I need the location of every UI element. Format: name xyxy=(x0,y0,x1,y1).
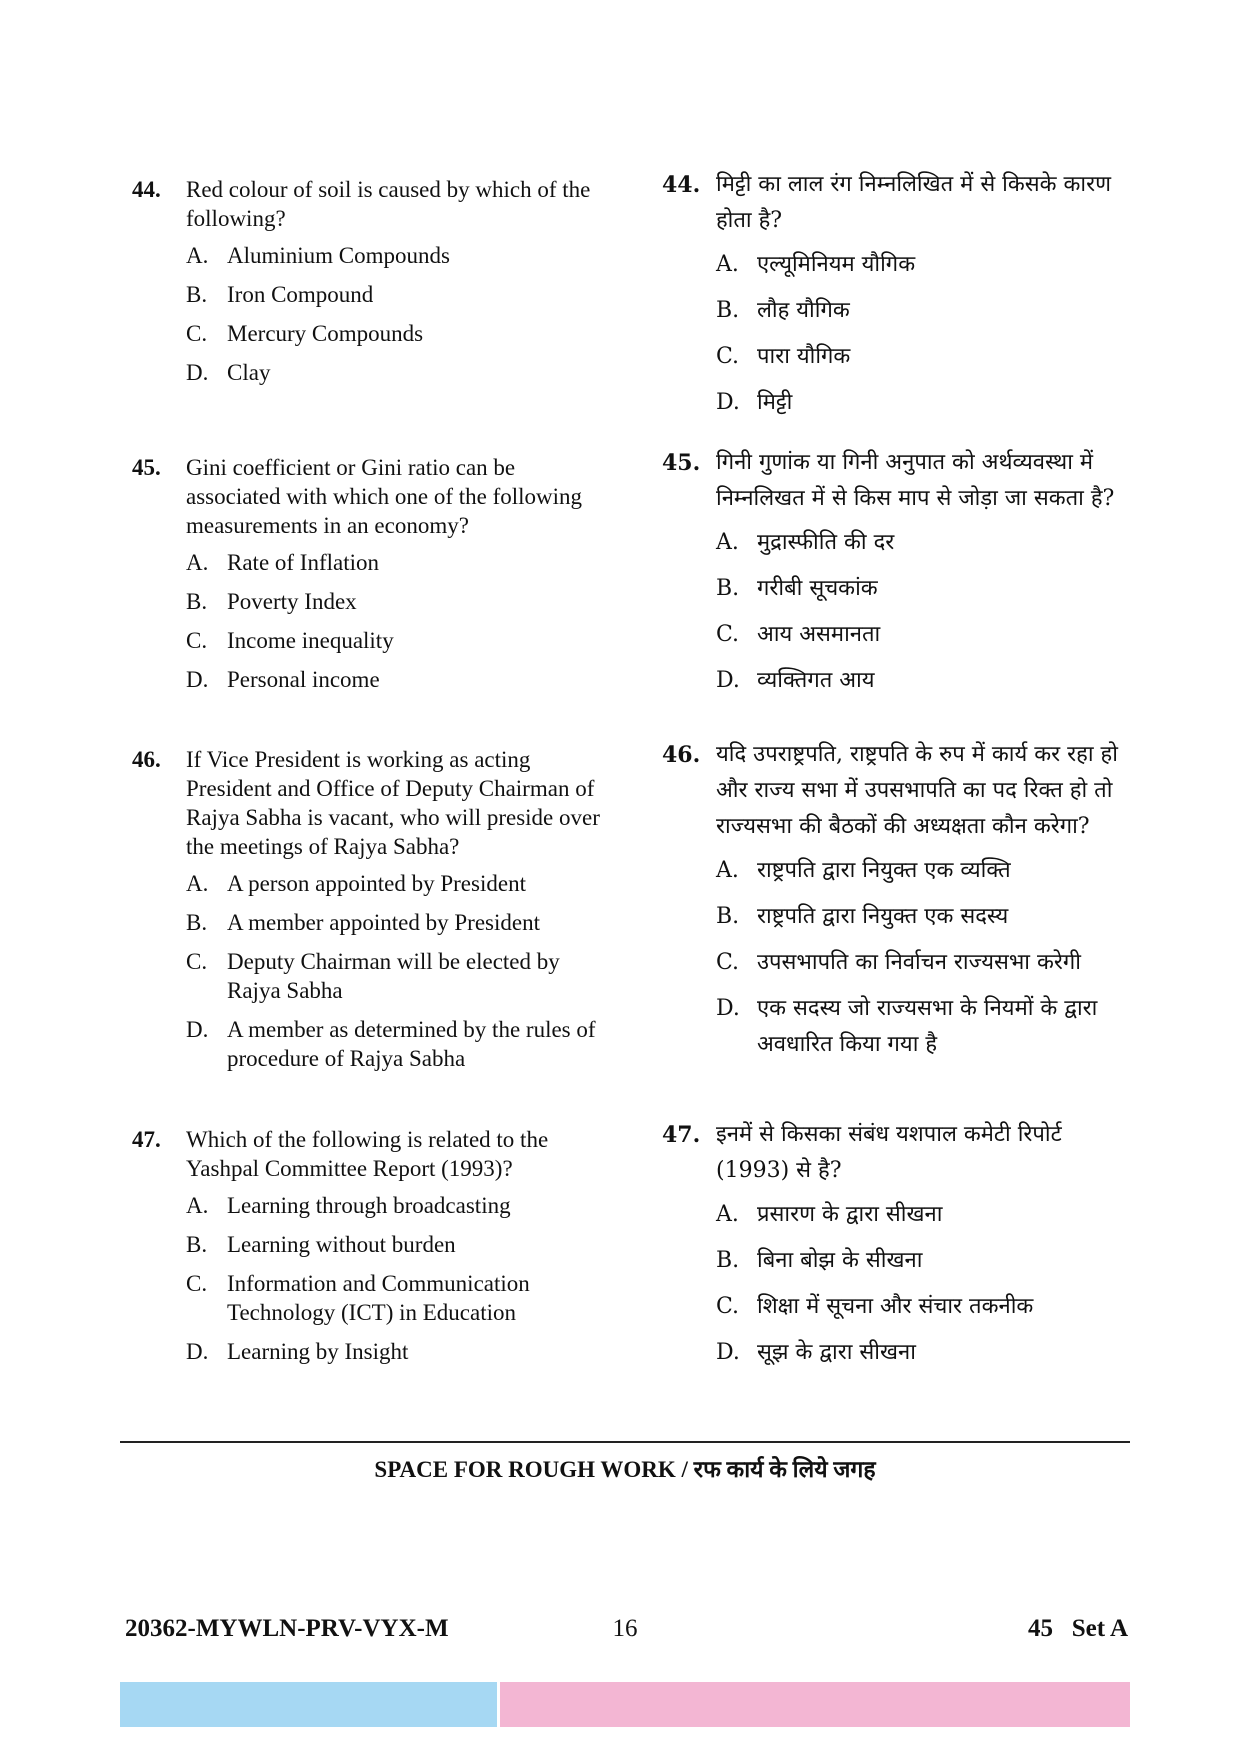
option-d xyxy=(716,663,1132,699)
option-c xyxy=(186,319,612,348)
question-text: Which of the following is related to the Yashpal Committee Report (1993)? xyxy=(186,1127,549,1181)
question-46-en xyxy=(132,745,612,1083)
option-text: एल्यूमिनियम यौगिक xyxy=(757,252,916,277)
option-a xyxy=(716,525,1132,561)
option-text: Income inequality xyxy=(227,628,394,653)
option-a xyxy=(186,241,612,270)
question-number: 45. xyxy=(662,450,701,476)
footer-blue-bar xyxy=(120,1682,497,1727)
option-letter: B. xyxy=(186,910,208,935)
options-list xyxy=(716,525,1132,699)
option-text: A member as determined by the rules of procedure of Rajya Sabha xyxy=(227,1017,596,1071)
option-c xyxy=(716,617,1132,653)
option-letter: B. xyxy=(186,589,208,614)
option-letter: C. xyxy=(186,628,208,653)
page-number: 16 xyxy=(612,1615,638,1642)
option-text: Deputy Chairman will be elected by Rajya Sabha xyxy=(227,949,560,1003)
option-letter: C. xyxy=(186,949,208,974)
option-text: लौह यौगिक xyxy=(757,298,850,323)
question-text: इनमें से किसका संबंध यशपाल कमेटी रिपोर्ट (1993) से है? xyxy=(716,1122,1062,1183)
option-text: मिट्टी xyxy=(757,390,793,415)
set-label: 45 Set A xyxy=(1028,1615,1128,1642)
options-list xyxy=(186,869,612,1073)
question-text: If Vice President is working as acting President and Office of Deputy Chairman of Rajya Sabha is vacant, who will preside over the meetings of Rajya Sabha? xyxy=(186,747,600,859)
option-text: Aluminium Compounds xyxy=(227,243,450,268)
option-d xyxy=(186,1337,612,1366)
option-text: Personal income xyxy=(227,667,380,692)
option-letter: C. xyxy=(186,1271,208,1296)
option-text: Poverty Index xyxy=(227,589,357,614)
rough-work-divider xyxy=(120,1441,1130,1443)
rough-work-label: SPACE FOR ROUGH WORK / रफ कार्य के लिये जगह xyxy=(374,1457,876,1482)
option-text: पारा यौगिक xyxy=(757,344,851,369)
option-text: सूझ के द्वारा सीखना xyxy=(757,1340,916,1365)
option-text: आय असमानता xyxy=(757,622,881,647)
footer-pink-bar xyxy=(500,1682,1130,1727)
option-letter: D. xyxy=(186,360,209,385)
option-b xyxy=(716,293,1132,329)
option-c xyxy=(716,945,1132,981)
option-letter: B. xyxy=(186,1232,208,1257)
option-letter: D. xyxy=(186,1017,209,1042)
option-letter: A. xyxy=(186,1193,209,1218)
option-text: राष्ट्रपति द्वारा नियुक्त एक व्यक्ति xyxy=(757,858,1011,883)
option-text: A member appointed by President xyxy=(227,910,540,935)
option-a xyxy=(716,247,1132,283)
question-45-hi xyxy=(662,445,1132,709)
option-letter: A. xyxy=(716,252,739,277)
question-number: 46. xyxy=(132,747,161,772)
option-text: Learning through broadcasting xyxy=(227,1193,511,1218)
option-text: मुद्रास्फीति की दर xyxy=(757,530,895,555)
option-letter: A. xyxy=(186,243,209,268)
option-a xyxy=(716,1197,1132,1233)
option-text: Clay xyxy=(227,360,271,385)
option-text: एक सदस्य जो राज्यसभा के नियमों के द्वारा अवधारित किया गया है xyxy=(757,996,1098,1057)
option-text: गरीबी सूचकांक xyxy=(757,576,878,601)
option-letter: C. xyxy=(716,622,740,647)
question-number: 44. xyxy=(132,177,161,202)
question-text: Red colour of soil is caused by which of the following? xyxy=(186,177,591,231)
option-d xyxy=(716,1335,1132,1371)
options-list xyxy=(186,241,612,387)
option-letter: A. xyxy=(716,1202,739,1227)
question-number: 46. xyxy=(662,742,701,768)
options-list xyxy=(186,1191,612,1366)
option-b xyxy=(716,1243,1132,1279)
option-letter: A. xyxy=(716,858,739,883)
option-text: Rate of Inflation xyxy=(227,550,380,575)
option-letter: C. xyxy=(716,1294,740,1319)
question-number: 47. xyxy=(662,1122,701,1148)
option-c xyxy=(716,1289,1132,1325)
option-letter: B. xyxy=(716,904,740,929)
option-letter: D. xyxy=(716,390,740,415)
question-number: 47. xyxy=(132,1127,161,1152)
question-number: 45. xyxy=(132,455,161,480)
option-letter: B. xyxy=(716,298,740,323)
option-c xyxy=(186,626,612,655)
option-a xyxy=(186,1191,612,1220)
option-letter: D. xyxy=(716,996,740,1021)
question-47-hi xyxy=(662,1117,1132,1381)
option-b xyxy=(716,899,1132,935)
question-text: यदि उपराष्ट्रपति, राष्ट्रपति के रुप में कार्य कर रहा हो और राज्य सभा में उपसभापति का पद रिक्त हो तो राज्यसभा की बैठकों की अध्यक्षता कौन करेगा? xyxy=(716,742,1118,839)
option-letter: A. xyxy=(186,550,209,575)
option-d xyxy=(186,358,612,387)
option-text: Iron Compound xyxy=(227,282,374,307)
option-c xyxy=(186,1269,612,1327)
question-number: 44. xyxy=(662,172,701,198)
question-44-hi xyxy=(662,167,1132,431)
option-b xyxy=(186,587,612,616)
option-letter: C. xyxy=(716,344,740,369)
option-letter: A. xyxy=(186,871,209,896)
option-d xyxy=(716,385,1132,421)
paper-code: 20362-MYWLN-PRV-VYX-M xyxy=(125,1615,449,1642)
option-d xyxy=(716,991,1132,1063)
question-text: Gini coefficient or Gini ratio can be associated with which one of the following measurements in an economy? xyxy=(186,455,583,538)
option-letter: C. xyxy=(716,950,740,975)
question-46-hi xyxy=(662,737,1132,1073)
option-text: व्यक्तिगत आय xyxy=(757,668,875,693)
option-letter: B. xyxy=(186,282,208,307)
option-letter: A. xyxy=(716,530,739,555)
option-a xyxy=(186,869,612,898)
option-b xyxy=(186,280,612,309)
option-text: शिक्षा में सूचना और संचार तकनीक xyxy=(757,1294,1034,1319)
option-text: A person appointed by President xyxy=(227,871,526,896)
option-text: Mercury Compounds xyxy=(227,321,424,346)
option-letter: D. xyxy=(186,1339,209,1364)
option-text: Learning without burden xyxy=(227,1232,456,1257)
question-47-en xyxy=(132,1125,612,1376)
option-text: बिना बोझ के सीखना xyxy=(757,1248,923,1273)
option-letter: D. xyxy=(716,668,740,693)
option-b xyxy=(186,908,612,937)
option-d xyxy=(186,1015,612,1073)
option-a xyxy=(186,548,612,577)
option-text: राष्ट्रपति द्वारा नियुक्त एक सदस्य xyxy=(757,904,1009,929)
option-b xyxy=(716,571,1132,607)
option-letter: D. xyxy=(716,1340,740,1365)
option-letter: B. xyxy=(716,1248,740,1273)
options-list xyxy=(716,1197,1132,1371)
question-text: मिट्टी का लाल रंग निम्नलिखित में से किसके कारण होता है? xyxy=(716,172,1112,233)
option-text: उपसभापति का निर्वाचन राज्यसभा करेगी xyxy=(757,950,1081,975)
option-d xyxy=(186,665,612,694)
question-text: गिनी गुणांक या गिनी अनुपात को अर्थव्यवस्था में निम्नलिखत में से किस माप से जोड़ा जा सकता है? xyxy=(716,450,1115,511)
question-45-en xyxy=(132,453,612,704)
option-c xyxy=(716,339,1132,375)
options-list xyxy=(716,247,1132,421)
option-text: प्रसारण के द्वारा सीखना xyxy=(757,1202,943,1227)
option-text: Information and Communication Technology (ICT) in Education xyxy=(227,1271,530,1325)
option-text: Learning by Insight xyxy=(227,1339,409,1364)
option-letter: C. xyxy=(186,321,208,346)
question-44-en xyxy=(132,175,612,397)
option-a xyxy=(716,853,1132,889)
option-b xyxy=(186,1230,612,1259)
options-list xyxy=(186,548,612,694)
options-list xyxy=(716,853,1132,1063)
option-letter: B. xyxy=(716,576,740,601)
option-letter: D. xyxy=(186,667,209,692)
option-c xyxy=(186,947,612,1005)
